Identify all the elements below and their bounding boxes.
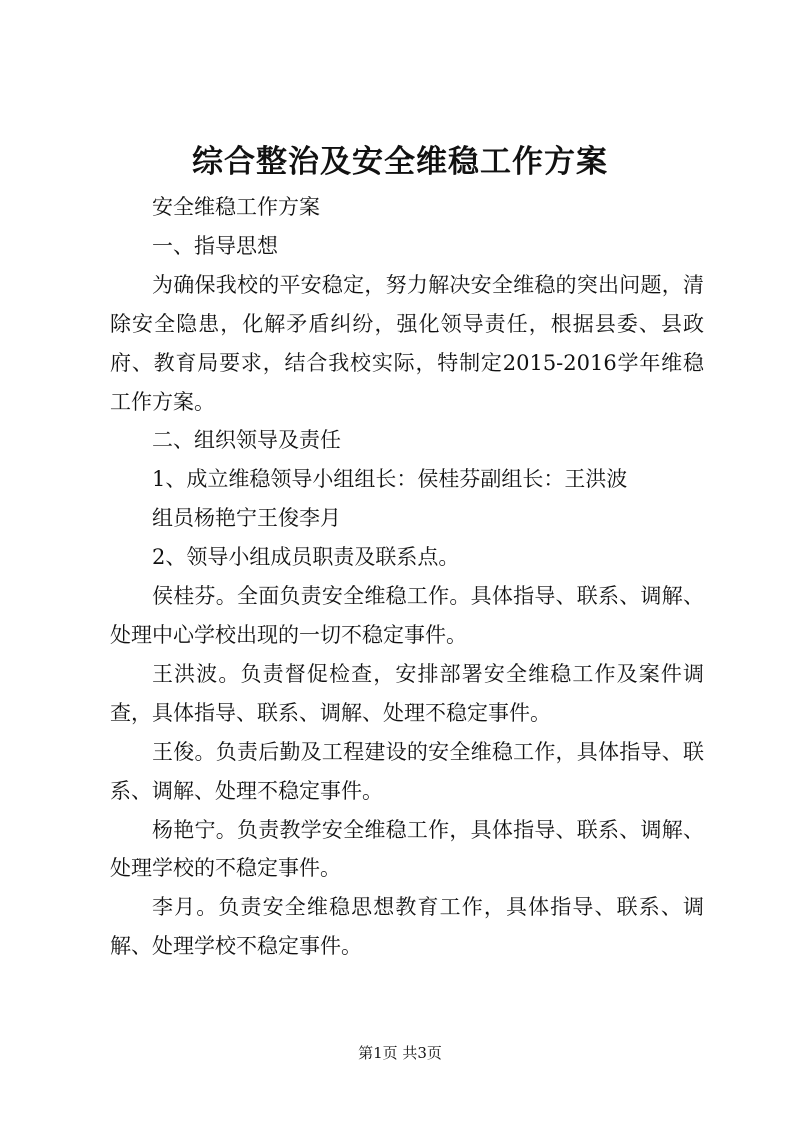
paragraph-heading-guiding-thought: 一、指导思想 [152,233,278,258]
paragraph-duty-li: 李月。负责安全维稳思想教育工作，具体指导、联系、调解、处理学校不稳定事件。 [110,895,704,959]
paragraph-purpose: 为确保我校的平安稳定，努力解决安全维稳的突出问题，清除安全隐患，化解矛盾纠纷，强化领导责任，根据县委、县政府、教育局要求，结合我校实际，特制定2015-2016学年维稳工作方案。 [110,272,704,414]
page-number-footer: 第1页 共3页 [358,1044,442,1062]
document-body [110,188,704,966]
document-title: 综合整治及安全维稳工作方案 [192,144,608,180]
paragraph-heading-organization: 二、组织领导及责任 [152,428,341,453]
paragraph-duties-heading: 2、领导小组成员职责及联系点。 [152,545,460,570]
paragraph-duty-yang: 杨艳宁。负责教学安全维稳工作，具体指导、联系、调解、处理学校的不稳定事件。 [110,817,704,881]
paragraph-duty-wang-jun: 王俊。负责后勤及工程建设的安全维稳工作，具体指导、联系、调解、处理不稳定事件。 [110,739,704,803]
paragraph-leadership-group: 1、成立维稳领导小组组长：侯桂芬副组长：王洪波 [152,467,628,492]
paragraph-duty-wang-hongbo: 王洪波。负责督促检查，安排部署安全维稳工作及案件调查，具体指导、联系、调解、处理不稳定事件。 [110,661,704,725]
paragraph-members: 组员杨艳宁王俊李月 [152,506,341,531]
paragraph-duty-hou: 侯桂芬。全面负责安全维稳工作。具体指导、联系、调解、处理中心学校出现的一切不稳定事件。 [110,584,704,647]
paragraph-subtitle: 安全维稳工作方案 [152,195,320,219]
